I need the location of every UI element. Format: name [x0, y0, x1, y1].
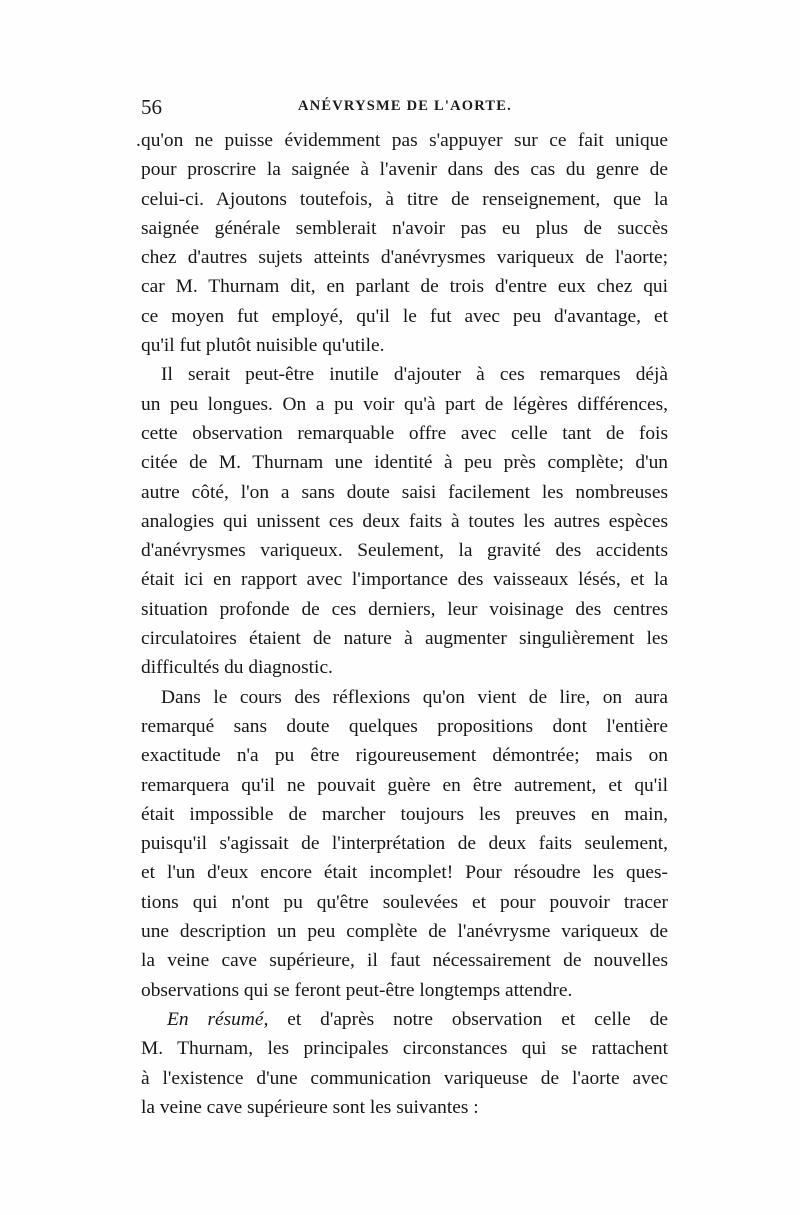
- text-line: Dans le cours des réflexions qu'on vient de lire, on aura: [161, 686, 668, 708]
- text-line: autre côté, l'on a sans doute saisi facilement les nombreuses: [141, 481, 668, 503]
- text-line: une description un peu complète de l'anévrysme variqueux de: [141, 921, 668, 943]
- text-line: circulatoires étaient de nature à augmenter singulièrement les: [141, 628, 668, 650]
- page-number: 56: [141, 95, 162, 119]
- text-line: chez d'autres sujets atteints d'anévrysmes variqueux de l'aorte;: [141, 247, 668, 269]
- text-line: celui-ci. Ajoutons toutefois, à titre de renseignement, que la: [141, 188, 668, 210]
- body-text: [136, 126, 668, 1122]
- text-line: car M. Thurnam dit, en parlant de trois d'entre eux chez qui: [141, 276, 668, 298]
- text-line: cette observation remarquable offre avec celle tant de fois: [141, 422, 668, 444]
- text-line: exactitude n'a pu être rigoureusement démontrée; mais on: [141, 745, 668, 767]
- text-line: M. Thurnam, les principales circonstances qui se rattachent: [141, 1038, 668, 1060]
- running-title: ANÉVRYSME DE L'AORTE.: [298, 98, 512, 114]
- text-line: [141, 1005, 668, 1034]
- text-line: observations qui se feront peut-être longtemps attendre.: [141, 979, 573, 1001]
- text-line: remarqué sans doute quelques propositions dont l'entière: [141, 715, 668, 737]
- paragraph-1: [136, 126, 668, 360]
- text-line: tions qui n'ont pu qu'être soulevées et pour pouvoir tracer: [141, 891, 668, 913]
- text-line: un peu longues. On a pu voir qu'à part de légères différences,: [141, 393, 668, 415]
- text-line: remarquera qu'il ne pouvait guère en être autrement, et qu'il: [141, 774, 668, 796]
- text-line: Il serait peut-être inutile d'ajouter à ces remarques déjà: [161, 364, 668, 386]
- text-line: était impossible de marcher toujours les preuves en main,: [141, 803, 668, 825]
- text-line: à l'existence d'une communication variqueuse de l'aorte avec: [141, 1067, 668, 1089]
- text-line: la veine cave supérieure, il faut nécessairement de nouvelles: [141, 950, 668, 972]
- text-line: citée de M. Thurnam une identité à peu près complète; d'un: [141, 452, 668, 474]
- text-line: la veine cave supérieure sont les suivantes :: [141, 1096, 479, 1118]
- text-line: puisqu'il s'agissait de l'interprétation de deux faits seulement,: [141, 833, 668, 855]
- text-line: analogies qui unissent ces deux faits à toutes les autres espèces: [141, 510, 668, 532]
- text-line: qu'il fut plutôt nuisible qu'utile.: [141, 335, 385, 357]
- stray-mark: .: [136, 130, 141, 151]
- page-header: [141, 95, 669, 123]
- text-line: saignée générale semblerait n'avoir pas eu plus de succès: [141, 217, 668, 239]
- paragraph-3: [141, 683, 668, 1005]
- text-fragment: et d'après notre observation et celle de: [268, 1008, 668, 1030]
- text-line: situation profonde de ces derniers, leur voisinage des centres: [141, 598, 668, 620]
- paragraph-4: [141, 1005, 668, 1122]
- text-line: qu'on ne puisse évidemment pas s'appuyer sur ce fait unique: [141, 130, 668, 151]
- paragraph-2: [141, 360, 668, 682]
- text-line: difficultés du diagnostic.: [141, 657, 333, 679]
- text-line: ce moyen fut employé, qu'il le fut avec peu d'avantage, et: [141, 305, 668, 327]
- italic-phrase: En résumé,: [167, 1008, 269, 1030]
- text-line: pour proscrire la saignée à l'avenir dans des cas du genre de: [141, 159, 668, 181]
- text-line: d'anévrysmes variqueux. Seulement, la gravité des accidents: [141, 540, 668, 562]
- text-line: était ici en rapport avec l'importance des vaisseaux lésés, et la: [141, 569, 668, 591]
- text-line: et l'un d'eux encore était incomplet! Pour résoudre les ques-: [141, 862, 668, 884]
